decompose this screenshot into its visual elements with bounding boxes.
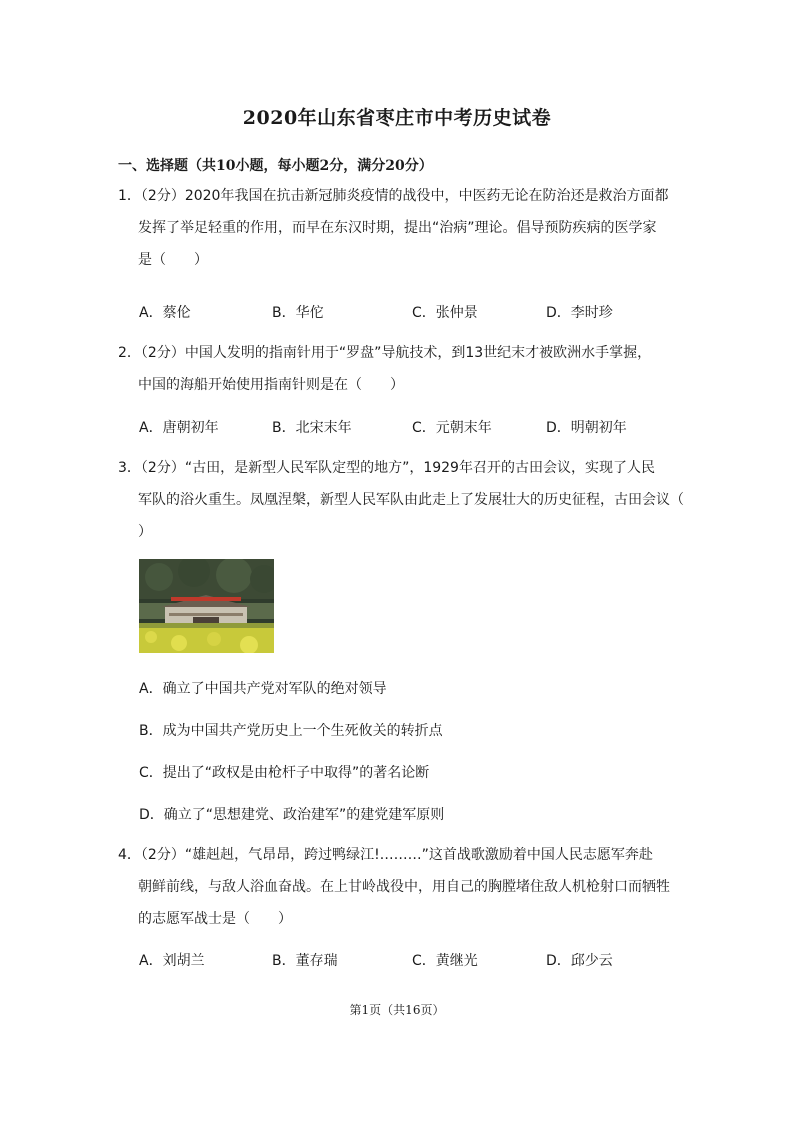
option-c[interactable]: C．元朝末年 — [412, 420, 492, 436]
question-line: 军队的浴火重生。凤凰涅槃，新型人民军队由此走上了发展壮大的历史征程，古田会议（ — [138, 492, 684, 508]
section-heading: 一、选择题（共10小题，每小题2分，满分20分） — [118, 158, 433, 174]
question-1-options — [139, 302, 699, 330]
question-line: 的志愿军战士是（ ） — [138, 911, 292, 927]
question-4 — [118, 839, 688, 935]
option-d[interactable]: D．邱少云 — [546, 953, 613, 969]
question-3-option-c[interactable]: C．提出了“政权是由枪杆子中取得”的著名论断 — [139, 765, 430, 781]
question-line: ） — [138, 524, 152, 540]
option-b[interactable]: B．北宋末年 — [272, 420, 352, 436]
page-footer: 第1页（共16页） — [349, 1003, 445, 1017]
question-line: 4．（2分）“雄赳赳，气昂昂，跨过鸭绿江!………”这首战歌激励着中国人民志愿军奔赴 — [118, 847, 653, 863]
question-line: 3．（2分）“古田，是新型人民军队定型的地方”，1929年召开的古田会议，实现了人民 — [118, 460, 655, 476]
page-title: 2020年山东省枣庄市中考历史试卷 — [242, 107, 552, 129]
question-line: 1．（2分）2020年我国在抗击新冠肺炎疫情的战役中，中医药无论在防治还是救治方面都 — [118, 188, 669, 204]
question-line: 中国的海船开始使用指南针则是在（ ） — [138, 377, 404, 393]
question-2 — [118, 337, 688, 401]
option-a[interactable]: A．蔡伦 — [139, 305, 191, 321]
question-4-options — [139, 950, 699, 978]
question-line: 2．（2分）中国人发明的指南针用于“罗盘”导航技术，到13世纪末才被欧洲水手掌握， — [118, 345, 652, 361]
option-a[interactable]: A．唐朝初年 — [139, 420, 219, 436]
option-b[interactable]: B．董存瑞 — [272, 953, 338, 969]
option-d[interactable]: D．李时珍 — [546, 305, 613, 321]
option-a[interactable]: A．刘胡兰 — [139, 953, 205, 969]
question-3-option-d[interactable]: D．确立了“思想建党、政治建军”的建党建军原则 — [139, 807, 445, 823]
question-3-option-a[interactable]: A．确立了中国共产党对军队的绝对领导 — [139, 681, 387, 697]
question-1 — [118, 180, 688, 276]
question-line: 是（ ） — [138, 252, 208, 268]
gutian-meeting-site-photo — [139, 559, 274, 653]
option-b[interactable]: B．华佗 — [272, 305, 324, 321]
option-c[interactable]: C．张仲景 — [412, 305, 478, 321]
question-3 — [118, 452, 688, 548]
question-2-options — [139, 417, 699, 445]
question-line: 发挥了举足轻重的作用，而早在东汉时期，提出“治病”理论。倡导预防疾病的医学家 — [138, 220, 657, 236]
question-3-option-b[interactable]: B．成为中国共产党历史上一个生死攸关的转折点 — [139, 723, 443, 739]
option-c[interactable]: C．黄继光 — [412, 953, 478, 969]
option-d[interactable]: D．明朝初年 — [546, 420, 627, 436]
question-line: 朝鲜前线，与敌人浴血奋战。在上甘岭战役中，用自己的胸膛堵住敌人机枪射口而牺牲 — [138, 879, 670, 895]
